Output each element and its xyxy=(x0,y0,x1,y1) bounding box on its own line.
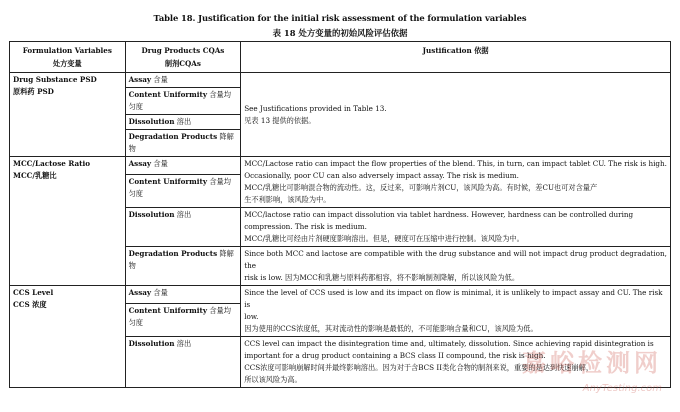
cqa-label-zh: 溶出 xyxy=(176,117,192,126)
cqa-label-zh: 降解物 xyxy=(128,249,234,270)
justification-cell xyxy=(241,286,671,337)
risk-assessment-table xyxy=(9,41,671,388)
table-row xyxy=(10,73,671,88)
cqa-label-en: Content Uniformity xyxy=(128,177,208,187)
cqa-cell xyxy=(125,175,241,208)
justification-line: MCC/Lactose ratio can impact the flow properties of the blend. This, in turn, can impact tablet CU. The risk is high. xyxy=(244,159,667,168)
cqa-cell xyxy=(125,88,241,115)
cqa-cell xyxy=(125,73,241,88)
justification-line: compression. The risk is medium. xyxy=(244,222,367,231)
cqa-cell xyxy=(125,157,241,175)
cqa-cell xyxy=(125,247,241,286)
cqa-label-en: Degradation Products xyxy=(128,132,218,141)
cqa-label-zh: 溶出 xyxy=(176,210,192,219)
formulation-variable-en: Drug Substance PSD xyxy=(13,75,97,84)
justification-line: Occasionally, poor CU can also adversely impact assay. The risk is medium. xyxy=(244,171,519,180)
header-col1-zh: 处方变量 xyxy=(52,59,82,68)
cqa-cell xyxy=(125,130,241,157)
cqa-label-zh: 含量 xyxy=(153,288,168,297)
cqa-label-en: Dissolution xyxy=(128,117,175,126)
justification-line: Since the level of CCS used is low and its impact on flow is minimal, it is unlikely to impact assay and CU. The risk is xyxy=(244,288,663,309)
table-title-en: Table 18. Justification for the initial risk assessment of the formulation variables xyxy=(153,13,527,23)
justification-cell xyxy=(241,157,671,208)
justification-cell xyxy=(241,73,671,157)
justification-line: CCS浓度可影响崩解时间并最终影响溶出。因为对于含BCS II类化合物的制剂来说，重要的是达到快速崩解， xyxy=(244,363,594,372)
cqa-label-en: Degradation Products xyxy=(128,249,218,258)
cqa-label-en: Assay xyxy=(128,75,152,84)
cqa-cell xyxy=(125,115,241,130)
header-col1-en: Formulation Variables xyxy=(22,46,112,55)
header-drug-product-cqas xyxy=(125,42,241,73)
cqa-label-en: Assay xyxy=(128,159,152,168)
justification-line: CCS level can impact the disintegration time and, ultimately, dissolution. Since achieving rapid disintegration is xyxy=(244,339,654,348)
cqa-label-zh: 含量均匀度 xyxy=(128,90,231,111)
justification-line: See Justifications provided in Table 13. xyxy=(244,103,387,113)
justification-line: important for a drug product containing a BCS class II compound, the risk is high. xyxy=(244,351,546,360)
justification-line: 因为使用的CCS浓度低，其对流动性的影响是最低的，不可能影响含量和CU，该风险为低。 xyxy=(244,324,538,333)
cqa-label-en: Content Uniformity xyxy=(128,90,208,99)
cqa-label-zh: 含量均匀度 xyxy=(128,306,231,328)
cqa-label-zh: 含量 xyxy=(153,159,168,168)
justification-line: low. xyxy=(244,312,259,321)
header-formulation-variables xyxy=(10,42,126,73)
header-col3: Justification 依据 xyxy=(422,46,489,55)
formulation-variable-zh: CCS 浓度 xyxy=(13,300,47,309)
justification-line: 见表 13 提供的依据。 xyxy=(244,115,316,125)
cqa-cell xyxy=(125,208,241,247)
table-row xyxy=(10,157,671,175)
cqa-label-zh: 含量 xyxy=(153,75,168,84)
table-row xyxy=(10,286,671,304)
table-title-zh: 表 18 处方变量的初始风险评估依据 xyxy=(272,28,408,38)
justification-line: 生不利影响，该风险为中。 xyxy=(244,195,331,204)
cqa-cell xyxy=(125,304,241,337)
cqa-label-en: Dissolution xyxy=(128,210,175,219)
justification-line: MCC/lactose ratio can impact dissolution via tablet hardness. However, hardness can be controlled during xyxy=(244,210,634,219)
justification-cell xyxy=(241,247,671,286)
justification-cell xyxy=(241,208,671,247)
header-col2-en: Drug Products CQAs xyxy=(141,46,225,55)
watermark-logo-text: 嘉峪检测网 xyxy=(522,349,662,377)
cqa-label-en: Dissolution xyxy=(128,339,175,348)
justification-line: risk is low. 因为MCC和乳糖与原料药都相容，将不影响制剂降解，所以该风险为低。 xyxy=(244,273,520,282)
justification-line: MCC/乳糖比可影响混合物的流动性。这，反过来，可影响片剂CU，该风险为高。有时候，差CU也可对含量产 xyxy=(244,183,598,192)
formulation-variable-en: CCS Level xyxy=(13,288,54,297)
formulation-variable-zh: 原料药 PSD xyxy=(13,87,54,96)
cqa-label-zh: 含量均匀度 xyxy=(128,177,231,199)
cqa-label-en: Assay xyxy=(128,288,152,297)
cqa-label-zh: 降解物 xyxy=(128,132,234,153)
cqa-label-zh: 溶出 xyxy=(176,339,192,348)
justification-line: 所以该风险为高。 xyxy=(244,375,302,384)
justification-line: Since both MCC and lactose are compatible with the drug substance and will not impact drug product degradation, the xyxy=(244,249,667,270)
formulation-variable-cell xyxy=(10,286,126,388)
formulation-variable-en: MCC/Lactose Ratio xyxy=(13,159,90,168)
formulation-variable-zh: MCC/乳糖比 xyxy=(13,171,57,180)
watermark-url-text: AnyTesting.com xyxy=(582,383,662,394)
cqa-cell xyxy=(125,286,241,304)
formulation-variable-cell xyxy=(10,157,126,286)
header-justification xyxy=(241,42,671,73)
justification-line: MCC/乳糖比可经由片剂硬度影响溶出。但是，硬度可在压缩中进行控制。该风险为中。 xyxy=(244,234,524,243)
header-col2-zh: 制剂CQAs xyxy=(164,59,201,68)
formulation-variable-cell xyxy=(10,73,126,157)
cqa-cell xyxy=(125,337,241,388)
cqa-label-en: Content Uniformity xyxy=(128,306,208,316)
table-header-row xyxy=(10,42,671,73)
